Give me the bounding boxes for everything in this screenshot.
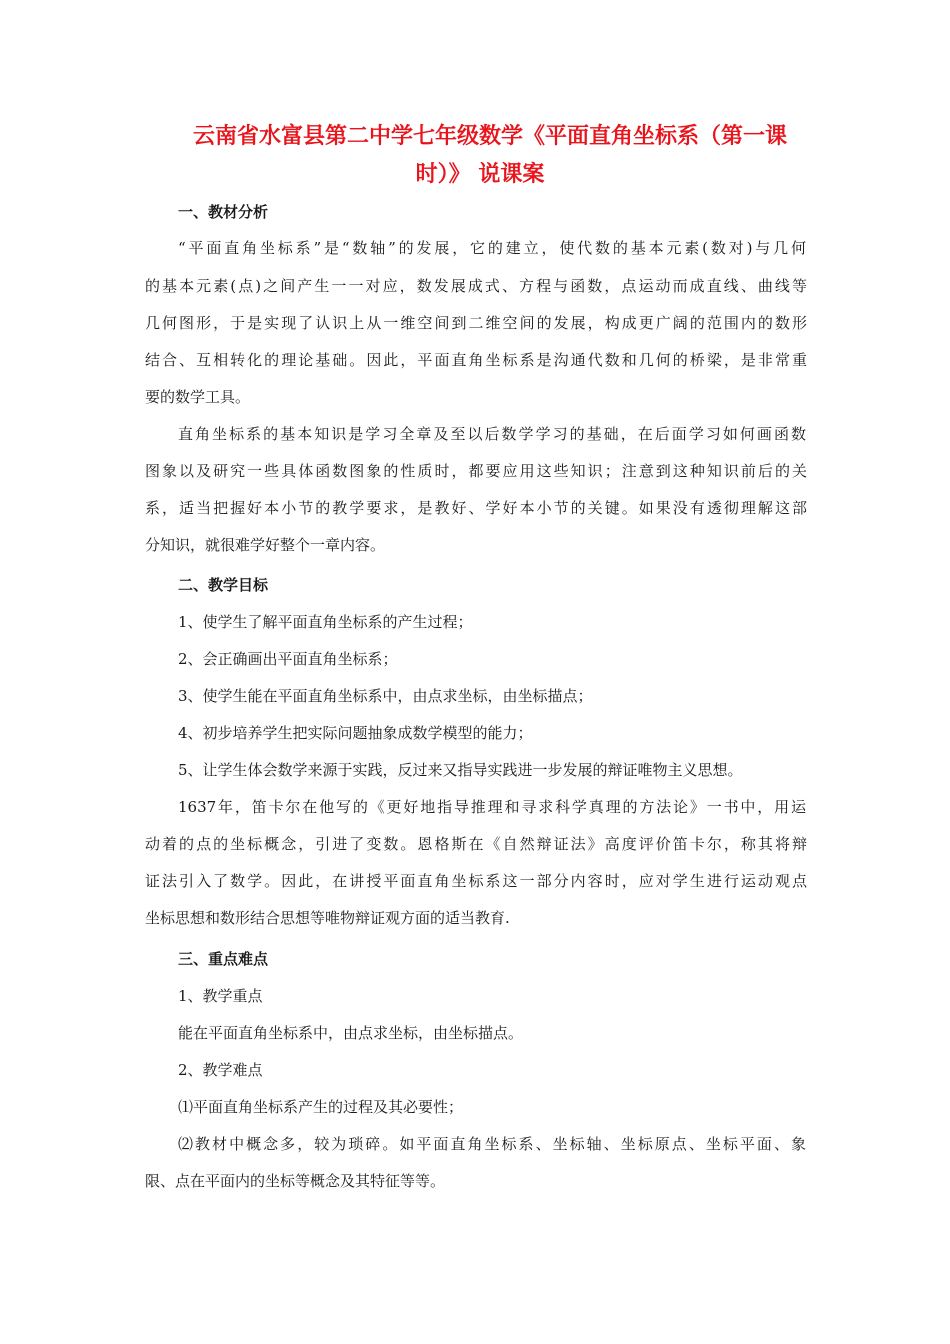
list-item: ⑴平面直角坐标系产生的过程及其必要性； <box>178 1098 464 1116</box>
paragraph-line: 的基本元素(点)之间产生一一对应，数发展成式、方程与函数，点运动而成直线、曲线等 <box>145 277 807 295</box>
paragraph-line: ⑵教材中概念多，较为琐碎。如平面直角坐标系、坐标轴、坐标原点、坐标平面、象 <box>178 1135 806 1153</box>
list-item: 2、会正确画出平面直角坐标系； <box>178 650 398 668</box>
paragraph-line: 分知识，就很难学好整个一章内容。 <box>145 536 386 554</box>
paragraph-line: 动着的点的坐标概念，引进了变数。恩格斯在《自然辩证法》高度评价笛卡尔，称其将辩 <box>145 835 807 853</box>
list-item: 5、让学生体会数学来源于实践，反过来又指导实践进一步发展的辩证唯物主义思想。 <box>178 761 743 779</box>
paragraph-line: “平面直角坐标系”是“数轴”的发展，它的建立，使代数的基本元素(数对)与几何 <box>178 239 806 257</box>
paragraph-line: 几何图形，于是实现了认识上从一维空间到二维空间的发展，构成更广阔的范围内的数形 <box>145 314 807 332</box>
list-item: 1、使学生了解平面直角坐标系的产生过程； <box>178 613 473 631</box>
subheading-teaching-focus: 1、教学重点 <box>178 987 263 1005</box>
section-heading-teaching-goals: 二、教学目标 <box>178 576 269 594</box>
paragraph-line: 坐标思想和数形结合思想等唯物辩证观方面的适当教育. <box>145 909 510 927</box>
paragraph-line: 限、点在平面内的坐标等概念及其特征等等。 <box>145 1172 446 1190</box>
paragraph-line: 系，适当把握好本小节的教学要求，是教好、学好本小节的关键。如果没有透彻理解这部 <box>145 499 807 517</box>
list-item: 4、初步培养学生把实际问题抽象成数学模型的能力； <box>178 724 533 742</box>
section-heading-textbook-analysis: 一、教材分析 <box>178 203 269 221</box>
document-title-line-1: 云南省水富县第二中学七年级数学《平面直角坐标系（第一课 <box>192 124 787 149</box>
paragraph-line: 图象以及研究一些具体函数图象的性质时，都要应用这些知识；注意到这种知识前后的关 <box>145 462 807 480</box>
paragraph-line: 要的数学工具。 <box>145 388 251 406</box>
list-item: 3、使学生能在平面直角坐标系中，由点求坐标，由坐标描点； <box>178 687 593 705</box>
paragraph-line: 能在平面直角坐标系中，由点求坐标，由坐标描点。 <box>178 1024 524 1042</box>
paragraph-line: 结合、互相转化的理论基础。因此，平面直角坐标系是沟通代数和几何的桥梁，是非常重 <box>145 351 807 369</box>
paragraph-line: 1637年，笛卡尔在他写的《更好地指导推理和寻求科学真理的方法论》一书中，用运 <box>178 798 806 816</box>
section-heading-key-points: 三、重点难点 <box>178 950 269 968</box>
paragraph-line: 直角坐标系的基本知识是学习全章及至以后数学学习的基础，在后面学习如何画函数 <box>178 425 806 443</box>
paragraph-line: 证法引入了数学。因此，在讲授平面直角坐标系这一部分内容时，应对学生进行运动观点 <box>145 872 807 890</box>
document-title-line-2: 时）》 说课案 <box>415 162 545 187</box>
subheading-teaching-difficulty: 2、教学难点 <box>178 1061 263 1079</box>
